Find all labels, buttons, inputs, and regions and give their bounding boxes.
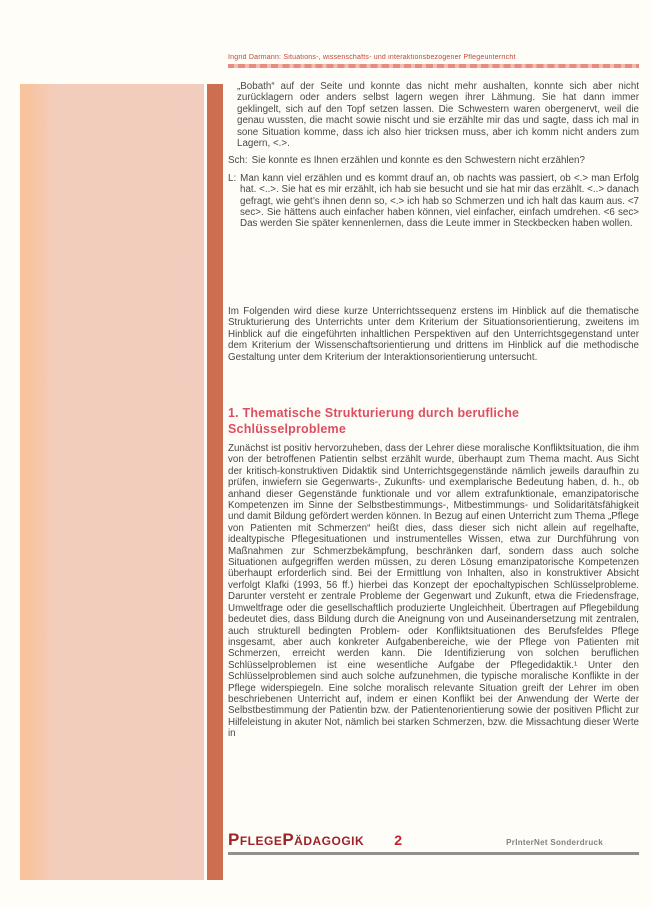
- section-heading: 1. Thematische Strukturierung durch berufliche Schlüsselprobleme: [228, 406, 520, 436]
- transcript-quote: „Bobath“ auf der Seite und konnte das nicht mehr aushalten, konnte sich aber nicht zurücklagern oder anders selbst lagern wegen ihrer Lähmung. Sie hat dann immer geklingelt, sich auf den Topf setzen lassen. Die Schwestern waren obergenervt, weil die genau wussten, die macht sowie nischt und sie erzählte mir das und sagte, dass ich mal in sone Situation komme, dass ich also hier tricksen muss, aber ich komm nicht anders zum Lagern, <.>.: [237, 81, 639, 150]
- sidebar-color-block: [20, 84, 204, 880]
- speaker-label: Sch:: [228, 155, 248, 167]
- transcript-line-sch: [228, 155, 639, 166]
- speaker-label: L:: [228, 172, 237, 184]
- section-body-paragraph: Zunächst ist positiv hervorzuheben, dass der Lehrer diese moralische Konfliktsituation, die ihm von der betroffenen Patientin selbst erzählt wurde, überhaupt zum Thema macht. Aus Sicht der kritisch-konstruktiven Didaktik sind Unterrichtsgegenstände nämlich jeweils daraufhin zu prüfen, inwiefern sie Gegenwarts-, Zukunfts- und exemplarische Bedeutung haben, d. h., ob anhand dieser Gegenstände funktionale und vor allem extrafunktionale, emanzipatorische Kompetenzen im Sinne der Selbstbestimmungs-, Mitbestimmungs- und Solidaritätsfähigkeit und damit Bildung gefördert werden können. In Bezug auf einen Unterricht zum Thema „Pflege von Patienten mit Schmerzen“ heißt dies, dass dieser sich nicht allein auf regelhafte, idealtypische Pflegesituationen und instrumentelles Wissen, etwa zur Durchführung von Maßnahmen zur Schmerzbekämpfung, beschränken darf, sondern dass auch solche Situationen aufgegriffen werden müssen, zu deren Lösung emanzipatorische Kompetenzen überhaupt erforderlich sind. Bei der Ermittlung von Inhalten, also in konstruktiver Absicht verfolgt Klafki (1993, 56 ff.) hierbei das Konzept der epochaltypischen Schlüsselprobleme. Darunter versteht er zentrale Probleme der Gegenwart und Zukunft, etwa die Friedensfrage, Umweltfrage oder die gesellschaftlich produzierte Ungleichheit. Übertragen auf Pflegebildung bedeutet dies, dass Bildung durch die Aneignung von und Auseinandersetzung mit zentralen, auch strukturell bedingten Problem- oder Konfliktsituationen des Berufsfeldes Pflege insgesamt, aber auch konkreter Aufgabenbereiche, wie der Pflege von Patienten mit Schmerzen, erreicht werden kann. Die Identifizierung von solchen beruflichen Schlüsselproblemen ist eine wesentliche Aufgabe der Pflegedidaktik.¹ Unter den Schlüsselproblemen sind auch solche aufzunehmen, die typische moralische Konflikte in der Pflege widerspiegeln. Eine solche moralisch relevante Situation greift der Lehrer im oben beschriebenen Unterricht auf, indem er einen Konflikt bei der Anwendung der Werte der Selbstbestimmung der Patientin bzw. der Patientenorientierung sowie der positiven Pflicht zur Hilfeleistung in akuter Not, nämlich bei starken Schmerzen, bzw. die Missachtung dieser Werte in: [228, 443, 639, 740]
- transcript-block: [228, 81, 639, 230]
- imprint-label: PrInterNet Sonderdruck: [506, 838, 603, 847]
- page-footer: [228, 831, 639, 855]
- page-number: 2: [394, 832, 402, 848]
- accent-strip: [207, 84, 223, 880]
- transcript-line-l: [228, 173, 639, 230]
- speech-text: Man kann viel erzählen und es kommt drauf an, ob nachts was passiert, ob <.> man Erfolg hat. <..>. Sie hat es mir erzählt, ich hab sie besucht und sie hat mir das erzählt. <..> danach gefragt, wie geht’s ihnen denn so, <.> ich hab so Schmerzen und ich halt das kaum aus. <7 sec>. Sie hättens auch einfacher haben können, viel einfacher, einfach umdrehen. <6 sec> Das werden Sie später kennenlernen, dass die Leute immer in Steckbecken haben wollen.: [240, 172, 639, 230]
- running-head: Ingrid Darmann: Situations-, wissenschafts- und interaktionsbezogener Pflegeunterricht: [228, 54, 516, 61]
- speech-text: Sie konnte es Ihnen erzählen und konnte es den Schwestern nicht erzählen?: [251, 155, 585, 167]
- intro-paragraph: Im Folgenden wird diese kurze Unterrichtssequenz erstens im Hinblick auf die thematische Strukturierung des Unterrichts unter dem Kriterium der Situationsorientierung, zweitens im Hinblick auf die eingeführten inhaltlichen Perspektiven auf den Unterrichtsgegenstand unter dem Kriterium der Wissenschaftsorientierung und drittens im Hinblick auf die methodische Gestaltung unter dem Kriterium der Interaktionsorientierung untersucht.: [228, 306, 639, 363]
- journal-title: PflegePädagogik: [228, 830, 365, 849]
